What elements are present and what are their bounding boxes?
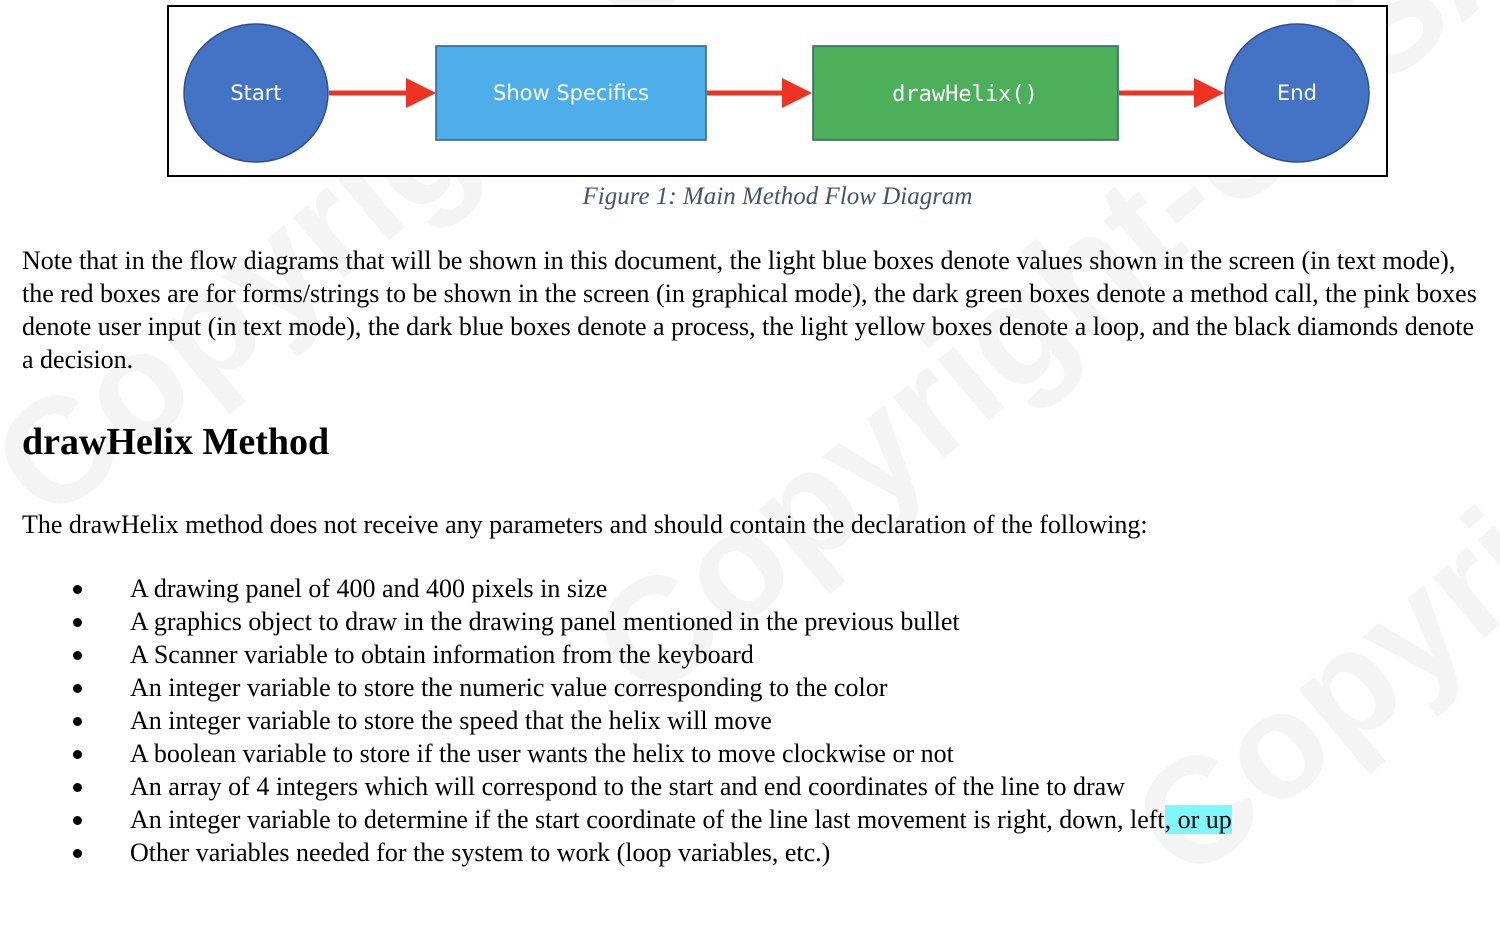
section-intro: The drawHelix method does not receive any parameters and should contain the declaration of the following: [22, 510, 1148, 539]
section-heading: drawHelix Method [22, 421, 330, 463]
list-item-text-main: An integer variable to determine if the start coordinate of the line last movement is right, down, left [130, 805, 1165, 834]
list-item-text: A Scanner variable to obtain information from the keyboard [130, 640, 754, 669]
note-line: the red boxes are for forms/strings to be shown in the screen (in graphical mode), the dark green boxes denote a method call, the pink boxes [22, 279, 1477, 308]
node-end-label: End [1277, 81, 1317, 105]
list-item-text: An integer variable to store the speed that the helix will move [130, 706, 772, 735]
flow-diagram [167, 5, 1388, 177]
list-item-text: Other variables needed for the system to work (loop variables, etc.) [130, 838, 831, 867]
note-line: denote user input (in text mode), the dark blue boxes denote a process, the light yellow boxes denote a loop, and the black diamonds denote [22, 312, 1475, 341]
node-show-specifics-label: Show Specifics [492, 81, 650, 105]
note-line: Note that in the flow diagrams that will be shown in this document, the light blue boxes denote values shown in the screen (in text mode), [22, 246, 1456, 275]
bullet-icon [73, 651, 82, 660]
list-item-text: A graphics object to draw in the drawing panel mentioned in the previous bullet [130, 607, 960, 636]
highlighted-text: , or up [1164, 805, 1232, 834]
list-item-text: An array of 4 integers which will correspond to the start and end coordinates of the line to draw [130, 772, 1125, 801]
list-item-text: A boolean variable to store if the user wants the helix to move clockwise or not [130, 739, 954, 768]
list-item-text [130, 803, 1232, 836]
node-drawhelix-label: drawHelix() [892, 82, 1038, 107]
bullet-icon [73, 783, 82, 792]
bullet-icon [73, 717, 82, 726]
list-item-text: A drawing panel of 400 and 400 pixels in size [130, 574, 608, 603]
flow-diagram-canvas [169, 7, 1390, 179]
list-item-text: An integer variable to store the numeric value corresponding to the color [130, 673, 888, 702]
bullet-icon [73, 585, 82, 594]
bullet-icon [73, 816, 82, 825]
bullet-icon [73, 750, 82, 759]
figure-caption: Figure 1: Main Method Flow Diagram [582, 183, 973, 210]
bullet-icon [73, 618, 82, 627]
bullet-icon [73, 684, 82, 693]
bullet-icon [73, 849, 82, 858]
note-line: a decision. [22, 345, 134, 374]
node-start-label: Start [230, 81, 282, 105]
